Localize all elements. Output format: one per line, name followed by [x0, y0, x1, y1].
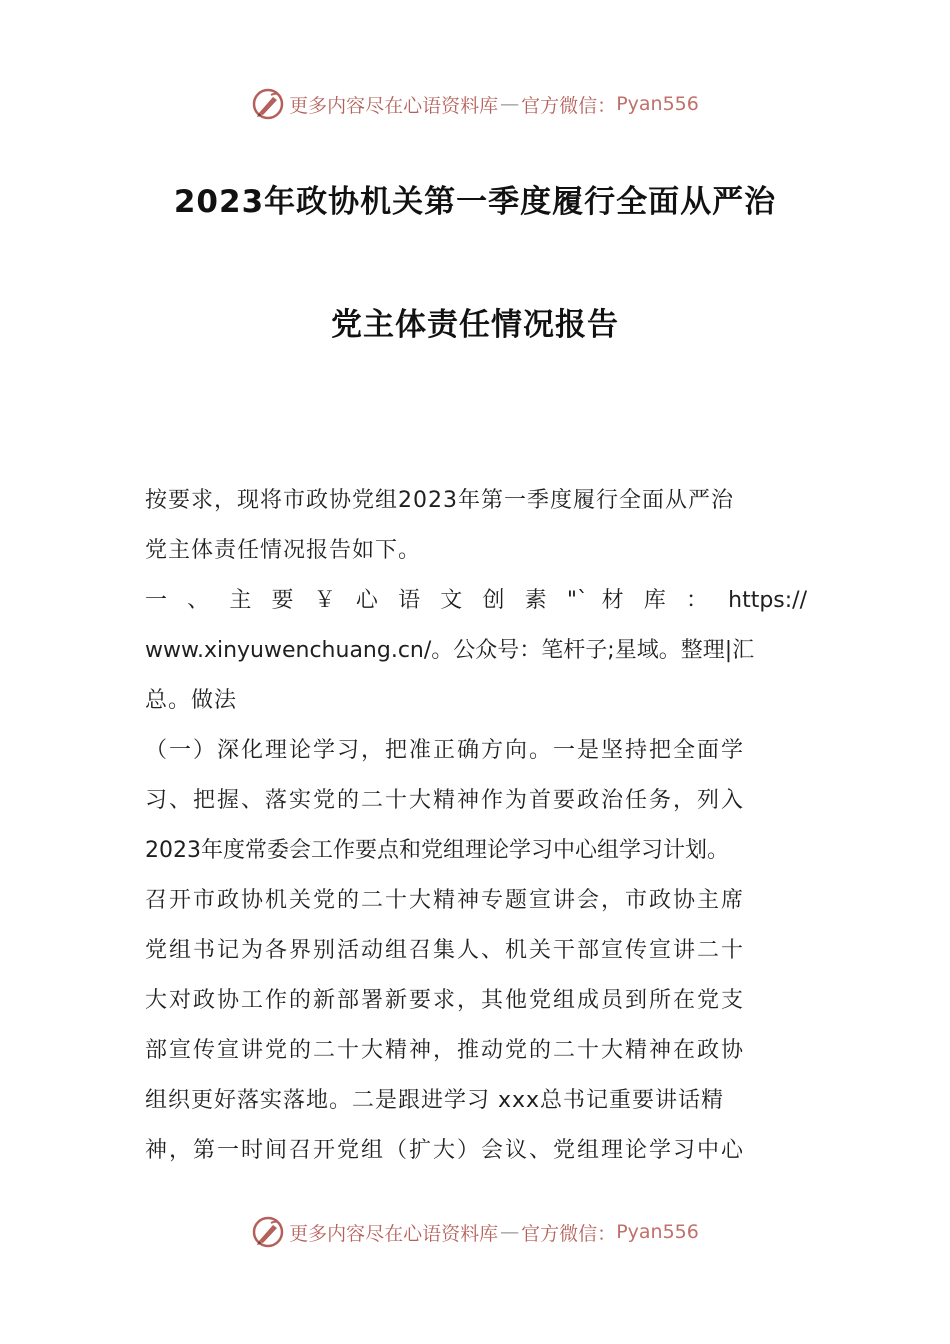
body-line: 部宣传宣讲党的二十大精神，推动党的二十大精神在政协: [145, 1038, 746, 1063]
document-title-line-1: 2023年政协机关第一季度履行全面从严治: [173, 184, 777, 220]
body-line: 神，第一时间召开党组（扩大）会议、党组理论学习中心: [145, 1138, 746, 1163]
body-line: 党组书记为各界别活动组召集人、机关干部宣传宣讲二十: [145, 938, 746, 963]
document-title-line-2: 党主体责任情况报告: [331, 307, 619, 343]
body-line: 组织更好落实落地。二是跟进学习 xxx总书记重要讲话精: [145, 1088, 725, 1113]
body-line: 大对政协工作的新部署新要求，其他党组成员到所在党支: [145, 988, 746, 1013]
body-line: 习、把握、落实党的二十大精神作为首要政治任务，列入: [145, 788, 746, 813]
pen-logo-icon: [251, 87, 285, 121]
watermark-account-label: 官方微信：: [521, 94, 617, 117]
watermark-text: 更多内容尽在心语资料库: [289, 1222, 499, 1245]
watermark-text: 更多内容尽在心语资料库: [289, 94, 499, 117]
watermark-account-label: 官方微信：: [521, 1222, 617, 1245]
body-line: 一 、 主 要 ￥ 心 语 文 创 素 "` 材 库 ： https://: [145, 588, 807, 613]
body-line: 党主体责任情况报告如下。: [145, 538, 422, 563]
body-line: 总。做法: [145, 688, 238, 713]
body-line: 按要求，现将市政协党组2023年第一季度履行全面从严治: [145, 488, 734, 513]
body-line: www.xinyuwenchuang.cn/。公众号：笔杆子;星域。整理|汇: [145, 638, 755, 663]
watermark-account: Pyan556: [616, 1221, 699, 1243]
body-line: （一）深化理论学习，把准正确方向。一是坚持把全面学: [145, 738, 746, 763]
header-watermark: [0, 84, 950, 124]
pen-logo-icon: [251, 1215, 285, 1249]
body-line: 2023年度常委会工作要点和党组理论学习中心组学习计划。: [145, 838, 729, 863]
watermark-account: Pyan556: [616, 93, 699, 115]
body-line: 召开市政协机关党的二十大精神专题宣讲会，市政协主席: [145, 888, 746, 913]
footer-watermark: [0, 1212, 950, 1252]
document-body: [145, 476, 807, 1176]
watermark-separator: —: [500, 1221, 520, 1243]
watermark-separator: —: [500, 93, 520, 115]
